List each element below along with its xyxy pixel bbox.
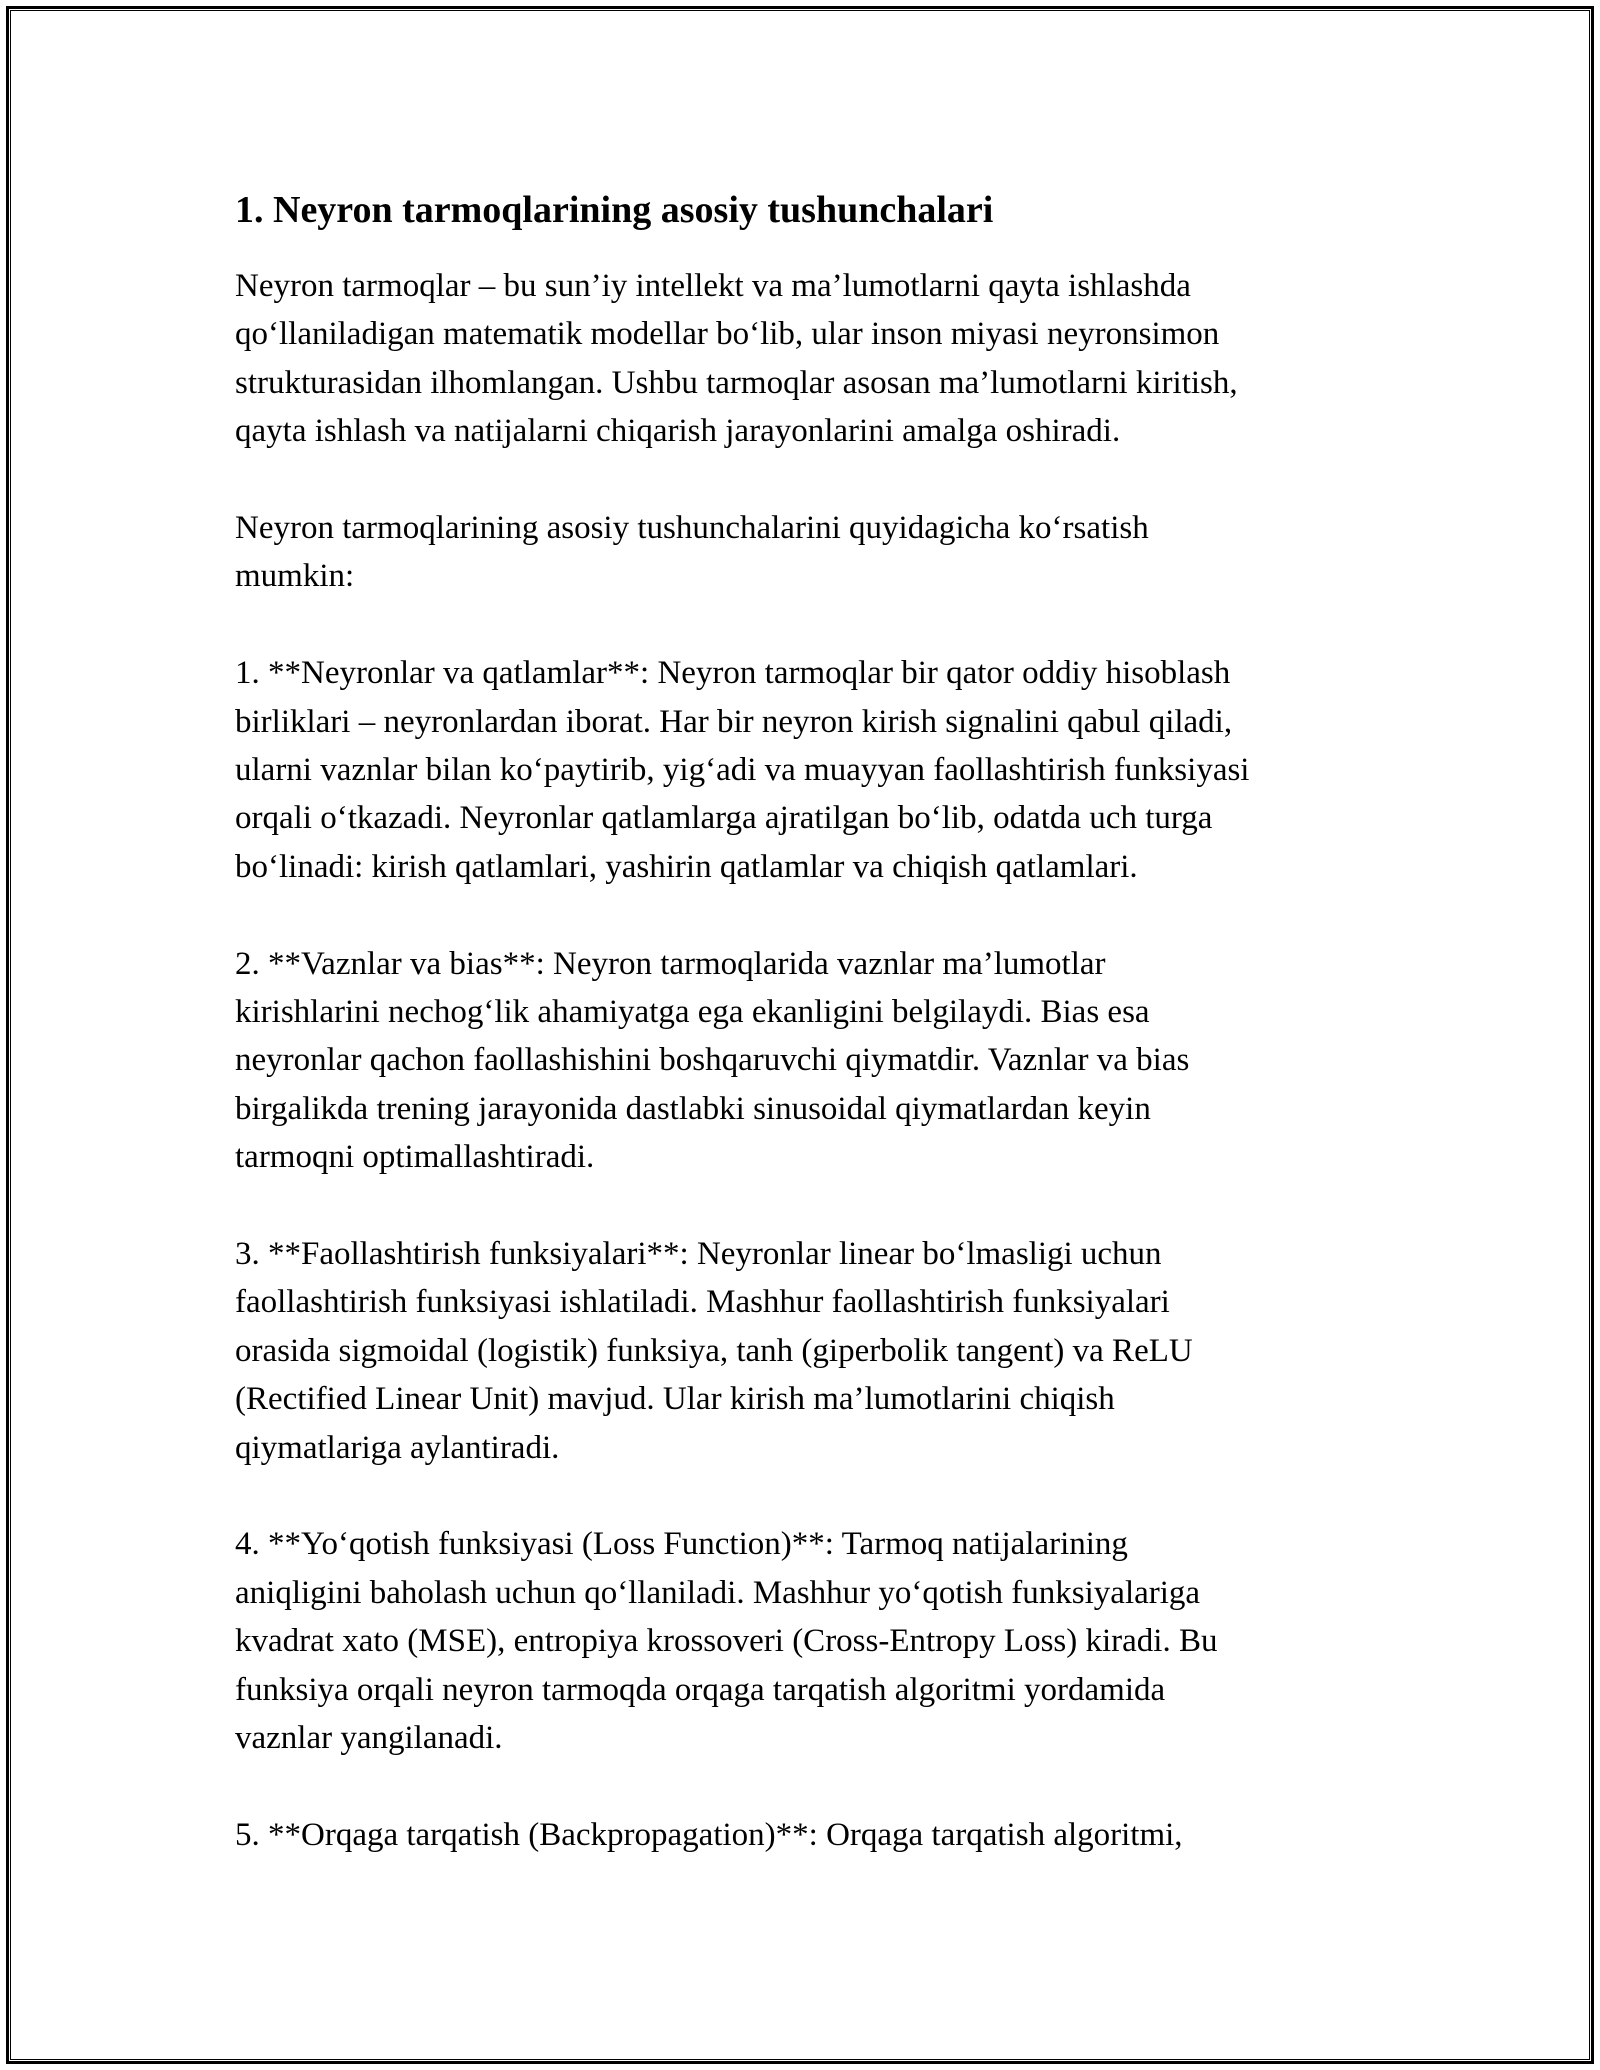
- text-line: 3. **Faollashtirish funksiyalari**: Neyronlar linear bo‘lmasligi uchun: [235, 1236, 1162, 1273]
- text-line: bo‘linadi: kirish qatlamlari, yashirin qatlamlar va chiqish qatlamlari.: [235, 848, 1138, 885]
- text-line: 4. **Yo‘qotish funksiyasi (Loss Function)**: Tarmoq natijalarining: [235, 1526, 1128, 1563]
- text-line: funksiya orqali neyron tarmoqda orqaga tarqatish algoritmi yordamida: [235, 1671, 1166, 1708]
- paragraph-intro: [235, 262, 1385, 456]
- text-line: birliklari – neyronlardan iborat. Har bir neyron kirish signalini qabul qiladi,: [235, 703, 1233, 740]
- text-line: 1. **Neyronlar va qatlamlar**: Neyron tarmoqlar bir qator oddiy hisoblash: [235, 655, 1231, 692]
- document-body: [235, 186, 1385, 1859]
- text-line: 5. **Orqaga tarqatish (Backpropagation)**: Orqaga tarqatish algoritmi,: [235, 1816, 1183, 1853]
- text-line: Neyron tarmoqlarining asosiy tushunchalarini quyidagicha ko‘rsatish: [235, 510, 1149, 547]
- text-line: mumkin:: [235, 558, 355, 595]
- text-line: aniqligini baholash uchun qo‘llaniladi. Mashhur yo‘qotish funksiyalariga: [235, 1574, 1201, 1611]
- section-heading: 1. Neyron tarmoqlarining asosiy tushunchalari: [235, 189, 994, 231]
- paragraph-item-2-weights-bias: [235, 940, 1385, 1182]
- text-line: (Rectified Linear Unit) mavjud. Ular kirish ma’lumotlarini chiqish: [235, 1381, 1115, 1418]
- text-line: faollashtirish funksiyasi ishlatiladi. Mashhur faollashtirish funksiyalari: [235, 1284, 1170, 1321]
- text-line: kirishlarini nechog‘lik ahamiyatga ega ekanligini belgilaydi. Bias esa: [235, 994, 1150, 1031]
- text-line: orqali o‘tkazadi. Neyronlar qatlamlarga ajratilgan bo‘lib, odatda uch turga: [235, 800, 1213, 837]
- paragraph-item-3-activation: [235, 1230, 1385, 1472]
- text-line: qiymatlariga aylantiradi.: [235, 1429, 560, 1466]
- text-line: strukturasidan ilhomlangan. Ushbu tarmoqlar asosan ma’lumotlarni kiritish,: [235, 364, 1238, 401]
- text-line: ularni vaznlar bilan ko‘paytirib, yig‘adi va muayyan faollashtirish funksiyasi: [235, 752, 1250, 789]
- text-line: birgalikda trening jarayonida dastlabki sinusoidal qiymatlardan keyin: [235, 1090, 1151, 1127]
- paragraph-item-5-backprop: [235, 1811, 1385, 1859]
- paragraph-lead-in: [235, 504, 1385, 601]
- text-line: 2. **Vaznlar va bias**: Neyron tarmoqlarida vaznlar ma’lumotlar: [235, 945, 1106, 982]
- text-line: tarmoqni optimallashtiradi.: [235, 1139, 595, 1176]
- text-line: qo‘llaniladigan matematik modellar bo‘lib, ular inson miyasi neyronsimon: [235, 316, 1220, 353]
- text-line: vaznlar yangilanadi.: [235, 1720, 503, 1757]
- text-line: kvadrat xato (MSE), entropiya krossoveri (Cross-Entropy Loss) kiradi. Bu: [235, 1623, 1218, 1660]
- text-line: neyronlar qachon faollashishini boshqaruvchi qiymatdir. Vaznlar va bias: [235, 1042, 1190, 1079]
- paragraph-item-1-neurons-layers: [235, 649, 1385, 891]
- text-line: orasida sigmoidal (logistik) funksiya, tanh (giperbolik tangent) va ReLU: [235, 1332, 1193, 1369]
- text-line: qayta ishlash va natijalarni chiqarish jarayonlarini amalga oshiradi.: [235, 413, 1121, 450]
- paragraph-item-4-loss: [235, 1520, 1385, 1762]
- text-line: Neyron tarmoqlar – bu sun’iy intellekt va ma’lumotlarni qayta ishlashda: [235, 268, 1191, 304]
